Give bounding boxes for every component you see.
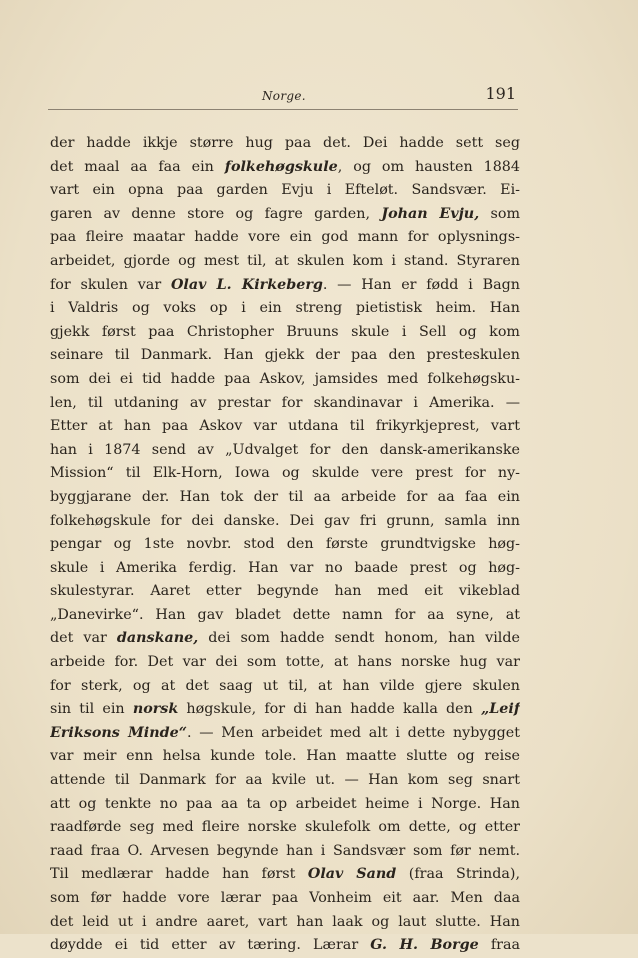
text-segment: Mission“ til Elk-Horn, Iowa og skulde vere prest for ny- — [50, 465, 520, 482]
text-segment: arbeide for. Det var dei som totte, at hans norske hug var — [50, 654, 520, 671]
italic-segment: „Leif — [481, 701, 520, 718]
text-segment: Til medlærar hadde han først — [50, 866, 308, 883]
text-segment: „Danevirke“. Han gav bladet dette namn for aa syne, at — [50, 606, 520, 623]
text-line — [50, 226, 520, 250]
text-line — [50, 887, 520, 911]
body-text — [50, 132, 520, 958]
header-rule — [48, 109, 518, 110]
text-line — [50, 156, 520, 180]
text-segment: Etter at han paa Askov var utdana til frikyrkjeprest, vart — [50, 418, 520, 435]
text-segment: døydde ei tid etter av tæring. Lærar — [50, 937, 371, 954]
text-line — [50, 934, 520, 958]
text-line — [50, 604, 520, 628]
text-segment: pengar og 1ste novbr. stod den første grundtvigske høg- — [50, 536, 520, 553]
running-head: Norge. — [262, 89, 306, 103]
text-line — [50, 179, 520, 203]
text-segment: . — Han er fødd i Bagn — [322, 276, 520, 293]
text-line — [50, 627, 520, 651]
text-line — [50, 816, 520, 840]
text-segment: i Valdris og voks op i ein streng pietistisk heim. Han — [50, 300, 520, 317]
text-segment: len, til utdaning av prestar for skandinavar i Amerika. — — [50, 394, 520, 411]
text-line — [50, 486, 520, 510]
text-segment: garen av denne store og fagre garden, — [50, 205, 382, 222]
text-segment: fraa — [478, 937, 520, 954]
text-line — [50, 911, 520, 935]
text-line — [50, 745, 520, 769]
text-segment: der hadde ikkje større hug paa det. Dei hadde sett seg — [50, 135, 520, 151]
text-line — [50, 840, 520, 864]
text-line — [50, 580, 520, 604]
text-segment: det var — [50, 630, 117, 647]
text-line — [50, 203, 520, 227]
page-number: 191 — [485, 84, 516, 103]
text-line — [50, 132, 520, 156]
italic-segment: Olav L. Kirkeberg — [170, 276, 323, 293]
text-segment: det maal aa faa ein — [50, 158, 225, 175]
text-segment: attende til Danmark for aa kvile ut. — Han kom seg snart — [50, 772, 520, 789]
text-segment: han i 1874 send av „Udvalget for den dansk-amerikanske — [50, 441, 520, 458]
text-line — [50, 863, 520, 887]
text-line — [50, 533, 520, 557]
text-line — [50, 793, 520, 817]
text-segment: for sterk, og at det saag ut til, at han vilde gjere skulen — [50, 677, 520, 694]
text-segment: dei som hadde sendt honom, han vilde — [198, 630, 520, 647]
text-segment: raadførde seg med fleire norske skulefolk om dette, og etter — [50, 819, 520, 836]
text-segment: skule i Amerika ferdig. Han var no baade prest og høg- — [50, 559, 520, 576]
text-segment: att og tenkte no paa aa ta op arbeidet heime i Norge. Han — [50, 795, 520, 812]
text-segment: høgskule, for di han hadde kalla den — [178, 701, 482, 718]
text-segment: som — [479, 205, 520, 222]
text-line — [50, 510, 520, 534]
text-line — [50, 297, 520, 321]
page-header — [50, 84, 516, 106]
italic-segment: G. H. Borge — [370, 937, 479, 954]
italic-segment: danskane, — [116, 630, 199, 647]
text-segment: raad fraa O. Arvesen begynde han i Sandsvær som før nemt. — [50, 842, 520, 859]
text-segment: (fraa Strinda), — [396, 866, 520, 883]
text-segment: som før hadde vore lærar paa Vonheim eit aar. Men daa — [50, 890, 520, 906]
text-line — [50, 274, 520, 298]
text-segment: arbeidet, gjorde og mest til, at skulen kom i stand. Styraren — [50, 252, 520, 269]
text-line — [50, 651, 520, 675]
text-line — [50, 557, 520, 581]
text-line — [50, 439, 520, 463]
text-segment: sin til ein — [50, 701, 133, 718]
italic-segment: norsk — [132, 701, 179, 718]
text-line — [50, 250, 520, 274]
text-line — [50, 698, 520, 722]
text-segment: vart ein opna paa garden Evju i Efteløt. Sandsvær. Ei- — [50, 182, 520, 199]
text-segment: som dei ei tid hadde paa Askov, jamsides med folkehøgsku- — [50, 370, 520, 387]
text-line — [50, 392, 520, 416]
text-line — [50, 415, 520, 439]
text-line — [50, 344, 520, 368]
text-segment: paa fleire maatar hadde vore ein god mann for oplysnings- — [50, 229, 520, 246]
text-segment: , og om hausten 1884 — [337, 158, 520, 175]
text-segment: . — Men arbeidet med alt i dette nybygget — [186, 724, 520, 741]
italic-segment: Olav Sand — [307, 866, 397, 883]
text-segment: skulestyrar. Aaret etter begynde han med eit vikeblad — [50, 583, 520, 600]
text-line — [50, 368, 520, 392]
text-line — [50, 462, 520, 486]
italic-segment: folkehøgskule — [224, 158, 338, 175]
text-segment: gjekk først paa Christopher Bruuns skule i Sell og kom — [50, 323, 520, 340]
text-segment: for skulen var — [50, 276, 171, 293]
text-line — [50, 321, 520, 345]
text-segment: folkehøgskule for dei danske. Dei gav fri grunn, samla inn — [50, 512, 520, 529]
italic-segment: Eriksons Minde“ — [50, 724, 187, 741]
text-segment: byggjarane der. Han tok der til aa arbeide for aa faa ein — [50, 488, 520, 505]
text-segment: var meir enn helsa kunde tole. Han maatte slutte og reise — [50, 748, 520, 765]
text-segment: det leid ut i andre aaret, vart han laak og laut slutte. Han — [50, 913, 520, 930]
text-line — [50, 769, 520, 793]
italic-segment: Johan Evju, — [381, 205, 480, 222]
text-segment: seinare til Danmark. Han gjekk der paa den presteskulen — [50, 347, 520, 364]
text-line — [50, 675, 520, 699]
text-line — [50, 722, 520, 746]
